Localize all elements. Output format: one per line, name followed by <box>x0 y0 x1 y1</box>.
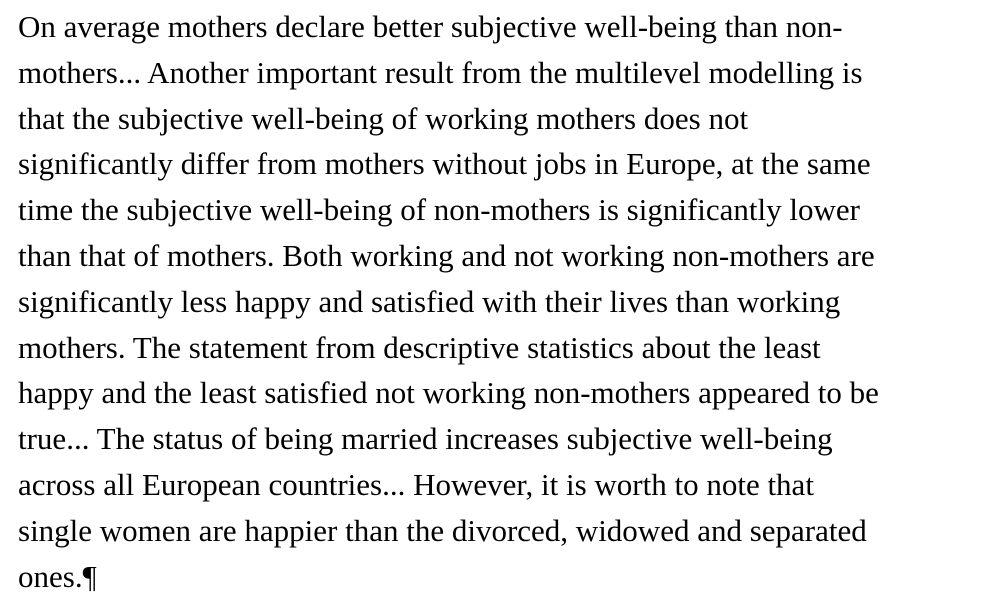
text-line-10: true... The status of being married increases subjective well-being <box>18 421 833 457</box>
text-line-3: that the subjective well-being of working mothers does not <box>18 100 749 136</box>
text-line-6: than that of mothers. Both working and not working non-mothers are <box>18 237 875 273</box>
text-line-7: significantly less happy and satisfied with their lives than working <box>18 283 841 319</box>
text-line-5: time the subjective well-being of non-mothers is significantly lower <box>18 192 860 228</box>
text-line-13 <box>18 554 998 600</box>
text-line-1: On average mothers declare better subjective well-being than non- <box>18 9 843 44</box>
text-line-9: happy and the least satisfied not working non-mothers appeared to be <box>18 375 879 411</box>
text-line-12: single women are happier than the divorced, widowed and separated <box>18 512 867 548</box>
paragraph-mark: ¶ <box>82 558 97 594</box>
text-line-2: mothers... Another important result from the multilevel modelling is <box>18 54 863 90</box>
document-paragraph <box>18 4 998 599</box>
text-line-11: across all European countries... However, it is worth to note that <box>18 466 814 502</box>
text-line-4: significantly differ from mothers without jobs in Europe, at the same <box>18 146 871 182</box>
last-line-text: ones. <box>18 558 83 594</box>
text-line-8: mothers. The statement from descriptive statistics about the least <box>18 329 821 365</box>
